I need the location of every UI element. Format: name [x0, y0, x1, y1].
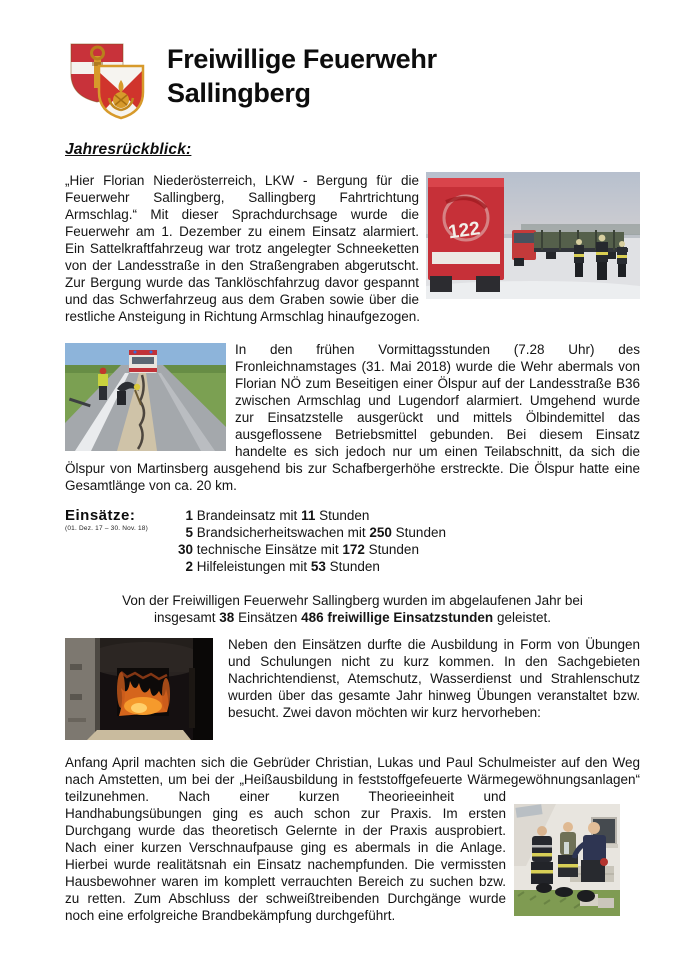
paragraph-text-1: „Hier Florian Niederösterreich, LKW - Bergung für die Feuerwehr Sallingberg, Sallingberg Fahrtrichtung Armschlag.“ Mit dieser Sprachdurchsage wurde die Feuerwehr am 1. Dezember zu einem Einsatz alarmiert. Ein Sattelkraftfahrzeug war trotz angelegter Schneeketten von der Landesstraße in den Straßengraben abgerutscht. Zur Bergung wurde das Tanklöschfahrzug davor gespannt und das Schwerfahrzeug aus dem Graben sowie über die restliche Ansteigung in Richtung Armschlag hinaufgezogen. — [65, 173, 420, 324]
page-title — [167, 42, 437, 110]
paragraph-text-4: Anfang April machten sich die Gebrüder Christian, Lukas und Paul Schulmeister auf den Weg nach Amstetten, um bei der „Heißausbildung in feststoffgefeuerte Wärmegewöhnungsanlagen“ teilzunehmen. Nach einer kurzen Theorieeinheit und Handhabungsübungen ging es auch schon zur Praxis. Im ersten Durchgang wurde das theoretisch Gelernte in der Praxis ausprobiert. Nach einer kurzen Verschnaufpause ging es abermals in die Anlage. Hierbei wurde realitätsnah ein Einsatz nachempfunden. Die vermissten Hausbewohner waren im komplett verrauchten Bereich zu suchen bzw. zu retten. Zum Abschluss der schweißtreibenden Durchgänge wurde noch eine erfolgreiche Brandbekämpfung durchgeführt. — [65, 755, 640, 923]
paragraph-block-heissausbildung — [65, 754, 640, 924]
einsaetze-stats-list — [171, 507, 640, 575]
fire-brigade-crest-icon — [65, 40, 145, 125]
page-title-line2: Sallingberg — [167, 78, 311, 108]
einsaetze-period: (01. Dez. 17 – 30. Nov. 18) — [65, 525, 148, 532]
page-title-line1: Freiwillige Feuerwehr — [167, 44, 437, 74]
paragraph-text-2: In den frühen Vormittagsstunden (7.28 Uhr) des Fronleichnamstages (31. Mai 2018) wurde die Wehr abermals von Florian NÖ zum Beseitigen einer Ölspur auf der Landesstraße B36 zwischen Armschlag und Lugendorf alarmiert. Umgehend wurde zur Einsatzstelle ausgerückt und mittels Ölbindemittel das ausgeflossene Betriebsmittel gebunden. Bei diesem Einsatz handelte es sich jedoch nur um einen Teilabschnitt, da sich die Ölspur von Martinsberg ausgehend bis zur Schafbergerhöhe erstreckte. Die Ölspur hatte eine Gesamtlänge von ca. 20 km. — [65, 342, 640, 493]
einsaetze-summary: Von der Freiwilligen Feuerwehr Sallingberg wurden im abgelaufenen Jahr bei insgesamt 38 Einsätzen 486 freiwillige Einsatzstunden geleistet. — [122, 593, 583, 625]
oil-trace-road-cleanup-photo — [65, 343, 226, 451]
einsatz-stat-row: 5 Brandsicherheitswachen mit 250 Stunden — [185, 525, 446, 540]
svg-text:122: 122 — [447, 218, 482, 244]
paragraph-block-oelspur — [65, 341, 640, 494]
einsaetze-section — [65, 507, 640, 577]
container-fire-training-photo — [65, 638, 213, 740]
winter-truck-recovery-photo — [426, 172, 640, 299]
firefighters-resting-photo — [514, 804, 620, 916]
section-heading-jahresrueckblick: Jahresrückblick: — [65, 141, 192, 158]
document-header — [65, 40, 640, 125]
paragraph-block-ausbildung — [65, 636, 640, 744]
einsaetze-header — [65, 507, 169, 532]
einsatz-stat-row: 30 technische Einsätze mit 172 Stunden — [177, 542, 419, 557]
paragraph-block-lkw-bergung — [65, 172, 640, 325]
einsatz-stat-row: 2 Hilfeleistungen mit 53 Stunden — [185, 559, 380, 574]
einsaetze-label: Einsätze: — [65, 507, 136, 524]
einsatz-stat-row: 1 Brandeinsatz mit 11 Stunden — [185, 508, 370, 523]
paragraph-text-3: Neben den Einsätzen durfte die Ausbildung in Form von Übungen und Schulungen nicht zu kurz kommen. In den Sachgebieten Nachrichtendienst, Atemschutz, Wasserdienst und Strahlenschutz wurden über das gesamte Jahr hinweg Übungen veranstaltet bzw. besucht. Zwei davon möchten wir kurz hervorheben: — [228, 637, 640, 720]
